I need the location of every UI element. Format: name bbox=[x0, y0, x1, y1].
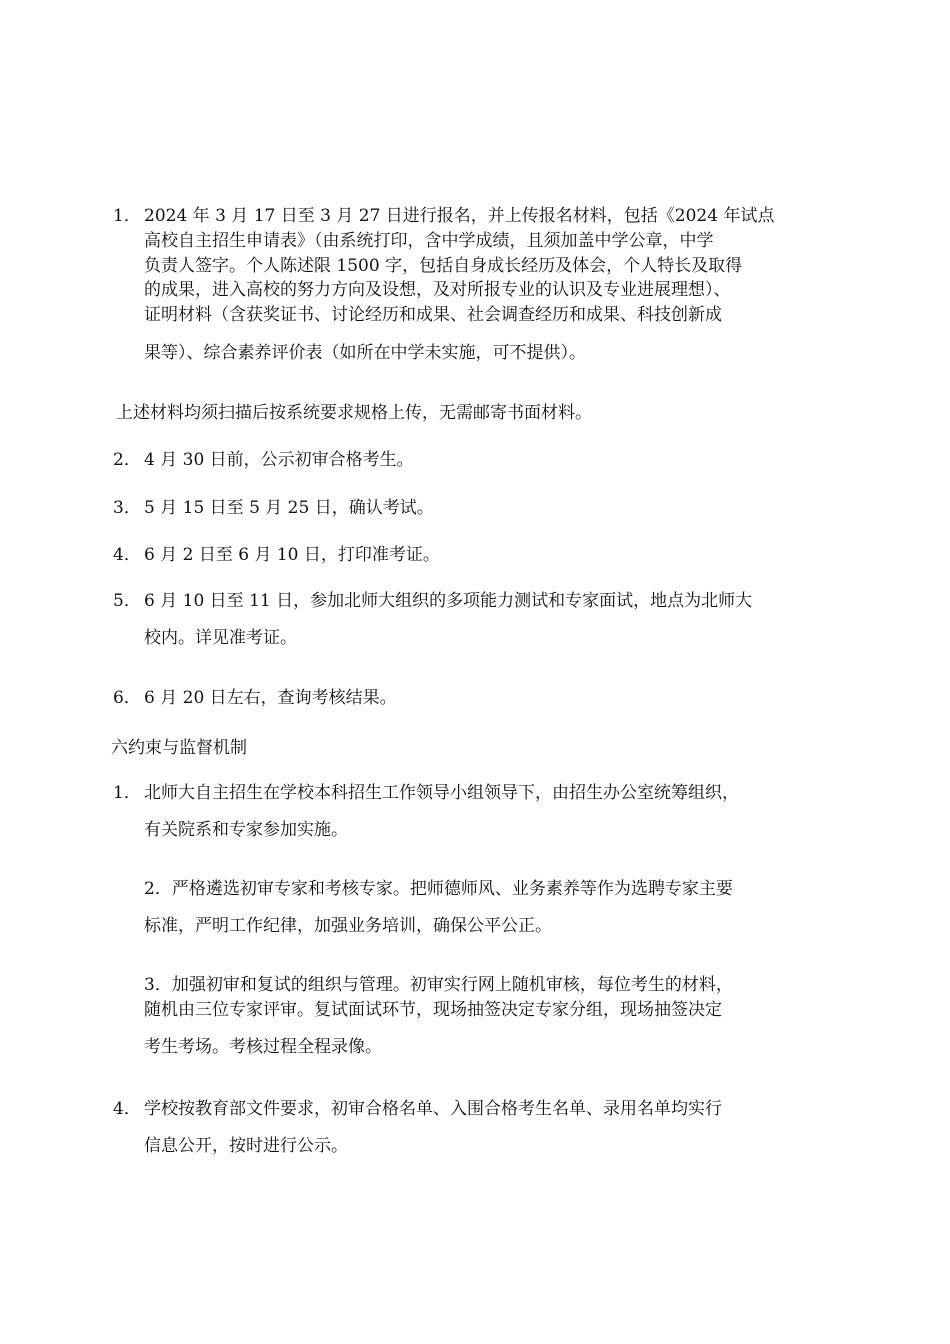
process-item-2-text: 4 月 30 日前，公示初审合格考生。 bbox=[144, 450, 414, 470]
process-item-1-line-1: 2024 年 3 月 17 日至 3 月 27 日进行报名，并上传报名材料，包括《2024 年试点 bbox=[144, 206, 775, 226]
process-item-2-number: 2． bbox=[113, 450, 141, 470]
section-item-3-line-2: 随机由三位专家评审。复试面试环节，现场抽签决定专家分组，现场抽签决定 bbox=[144, 1000, 722, 1020]
process-item-1-number: 1． bbox=[113, 206, 141, 226]
section-item-2-line-2: 标准，严明工作纪律，加强业务培训，确保公平公正。 bbox=[144, 916, 552, 936]
process-item-4-number: 4． bbox=[113, 545, 141, 565]
upload-note: 上述材料均须扫描后按系统要求规格上传，无需邮寄书面材料。 bbox=[116, 403, 592, 423]
section-item-4-line-1: 学校按教育部文件要求，初审合格名单、入围合格考生名单、录用名单均实行 bbox=[144, 1099, 722, 1119]
section-item-1-number: 1． bbox=[113, 783, 141, 803]
process-item-1-line-2: 高校自主招生申请表》（由系统打印，含中学成绩，且须加盖中学公章，中学 bbox=[144, 231, 714, 251]
process-item-3-number: 3． bbox=[113, 498, 141, 518]
section-item-2-line-1: 2．严格遴选初审专家和考核专家。把师德师风、业务素养等作为选聘专家主要 bbox=[144, 879, 733, 899]
process-item-1-line-3: 负责人签字。个人陈述限 1500 字，包括自身成长经历及体会，个人特长及取得 bbox=[144, 256, 743, 276]
section-item-3-line-3: 考生考场。考核过程全程录像。 bbox=[144, 1037, 382, 1057]
section-item-3-line-1: 3．加强初审和复试的组织与管理。初审实行网上随机审核，每位考生的材料， bbox=[144, 975, 733, 995]
section-item-4-number: 4． bbox=[113, 1099, 141, 1119]
section-item-1-line-1: 北师大自主招生在学校本科招生工作领导小组领导下，由招生办公室统筹组织， bbox=[144, 783, 739, 803]
process-item-5-line-2: 校内。详见准考证。 bbox=[144, 628, 297, 648]
section-heading: 六约束与监督机制 bbox=[111, 738, 247, 758]
process-item-3-text: 5 月 15 日至 5 月 25 日，确认考试。 bbox=[144, 498, 434, 518]
process-item-1-line-5: 证明材料（含获奖证书、讨论经历和成果、社会调查经历和成果、科技创新成 bbox=[144, 305, 722, 325]
process-item-1-line-6: 果等）、综合素养评价表（如所在中学未实施，可不提供）。 bbox=[144, 343, 586, 363]
process-item-5-number: 5． bbox=[113, 591, 141, 611]
process-item-6-number: 6． bbox=[113, 688, 141, 708]
section-item-1-line-2: 有关院系和专家参加实施。 bbox=[144, 820, 348, 840]
process-item-5-line-1: 6 月 10 日至 11 日，参加北师大组织的多项能力测试和专家面试，地点为北师大 bbox=[144, 591, 753, 611]
process-item-4-text: 6 月 2 日至 6 月 10 日，打印准考证。 bbox=[144, 545, 440, 565]
section-item-4-line-2: 信息公开，按时进行公示。 bbox=[144, 1136, 348, 1156]
process-item-1-line-4: 的成果，进入高校的努力方向及设想，及对所报专业的认识及专业进展理想）、 bbox=[144, 280, 731, 300]
process-item-6-text: 6 月 20 日左右，查询考核结果。 bbox=[144, 688, 397, 708]
